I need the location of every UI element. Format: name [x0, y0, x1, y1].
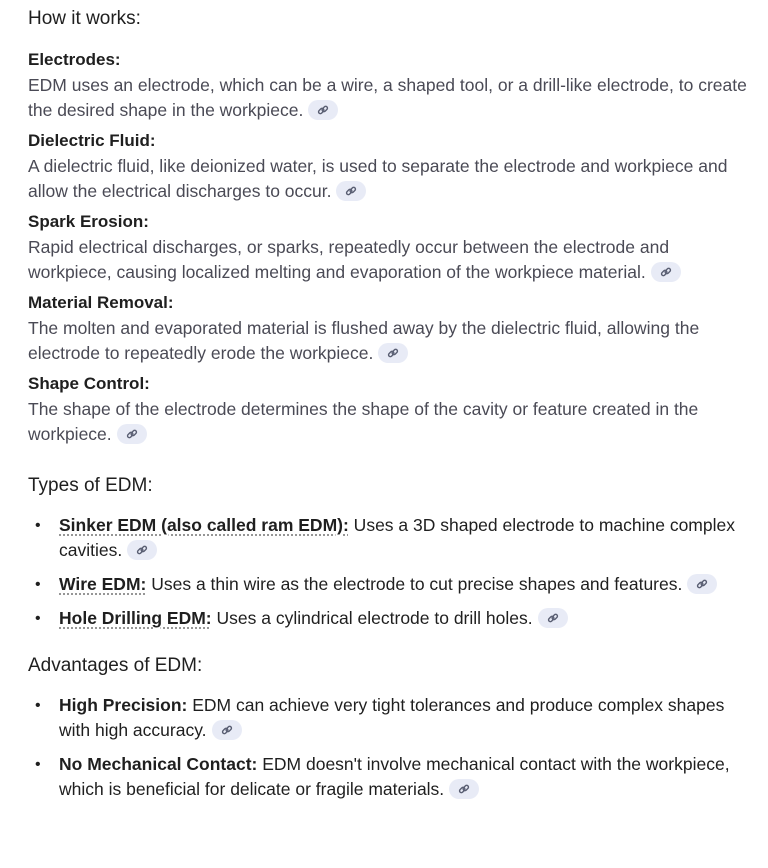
list-item [28, 513, 748, 563]
term-link-hole-drilling-edm[interactable]: Hole Drilling EDM: [59, 608, 212, 628]
item-text-container [28, 316, 748, 366]
link-icon [136, 544, 148, 556]
item-text: EDM can achieve very tight tolerances and produce complex shapes with high accuracy. [59, 695, 725, 740]
list-item [28, 693, 748, 743]
bullet: • [35, 517, 41, 534]
how-item-material-removal [28, 291, 748, 366]
term-link-wire-edm[interactable]: Wire EDM: [59, 574, 147, 594]
how-item-shape-control [28, 372, 748, 447]
item-text: Uses a 3D shaped electrode to machine complex cavities. [59, 515, 735, 560]
term-no-mechanical-contact: No Mechanical Contact: [59, 754, 258, 774]
link-icon [660, 266, 672, 278]
item-text: Uses a cylindrical electrode to drill holes. [211, 608, 533, 628]
how-item-electrodes [28, 48, 748, 123]
link-icon [458, 783, 470, 795]
advantages-list [28, 693, 748, 802]
section-title-types-of-edm: Types of EDM: [28, 475, 153, 496]
list-item [28, 752, 748, 802]
item-text: EDM doesn't involve mechanical contact with the workpiece, which is beneficial for delicate or fragile materials. [59, 754, 730, 799]
citation-link-button[interactable] [687, 574, 717, 594]
item-text-container [28, 235, 748, 285]
bullet: • [35, 610, 41, 627]
citation-link-button[interactable] [117, 424, 147, 444]
link-icon [387, 347, 399, 359]
citation-link-button[interactable] [212, 720, 242, 740]
item-text-container [28, 154, 748, 204]
link-icon [126, 428, 138, 440]
item-text: Rapid electrical discharges, or sparks, repeatedly occur between the electrode and workpiece, causing localized melting and evaporation of the workpiece material. [28, 237, 670, 282]
citation-link-button[interactable] [378, 343, 408, 363]
item-text: The shape of the electrode determines the shape of the cavity or feature created in the workpiece. [28, 399, 699, 444]
item-text: Uses a thin wire as the electrode to cut precise shapes and features. [146, 574, 683, 594]
item-heading: Dielectric Fluid: [28, 131, 156, 150]
list-item [28, 606, 748, 631]
link-icon [547, 612, 559, 624]
types-list [28, 513, 748, 631]
term-high-precision: High Precision: [59, 695, 188, 715]
item-text-container [28, 397, 748, 447]
link-icon [696, 578, 708, 590]
item-text-container [28, 73, 748, 123]
link-icon [221, 724, 233, 736]
bullet: • [35, 697, 41, 714]
item-heading: Electrodes: [28, 50, 121, 69]
item-text: A dielectric fluid, like deionized water, is used to separate the electrode and workpiece and allow the electrical discharges to occur. [28, 156, 728, 201]
item-heading: Spark Erosion: [28, 212, 149, 231]
citation-link-button[interactable] [538, 608, 568, 628]
how-item-spark-erosion [28, 210, 748, 285]
item-text: The molten and evaporated material is flushed away by the dielectric fluid, allowing the electrode to repeatedly erode the workpiece. [28, 318, 700, 363]
citation-link-button[interactable] [651, 262, 681, 282]
link-icon [345, 185, 357, 197]
citation-link-button[interactable] [127, 540, 157, 560]
citation-link-button[interactable] [449, 779, 479, 799]
item-text: EDM uses an electrode, which can be a wire, a shaped tool, or a drill-like electrode, to create the desired shape in the workpiece. [28, 75, 747, 120]
how-item-dielectric-fluid [28, 129, 748, 204]
section-title-how-it-works: How it works: [28, 8, 141, 29]
term-link-sinker-edm[interactable]: Sinker EDM (also called ram EDM): [59, 515, 349, 535]
link-icon [317, 104, 329, 116]
bullet: • [35, 756, 41, 773]
citation-link-button[interactable] [308, 100, 338, 120]
bullet: • [35, 576, 41, 593]
item-heading: Material Removal: [28, 293, 174, 312]
item-heading: Shape Control: [28, 374, 150, 393]
section-title-advantages-of-edm: Advantages of EDM: [28, 655, 203, 676]
citation-link-button[interactable] [336, 181, 366, 201]
list-item [28, 572, 748, 597]
